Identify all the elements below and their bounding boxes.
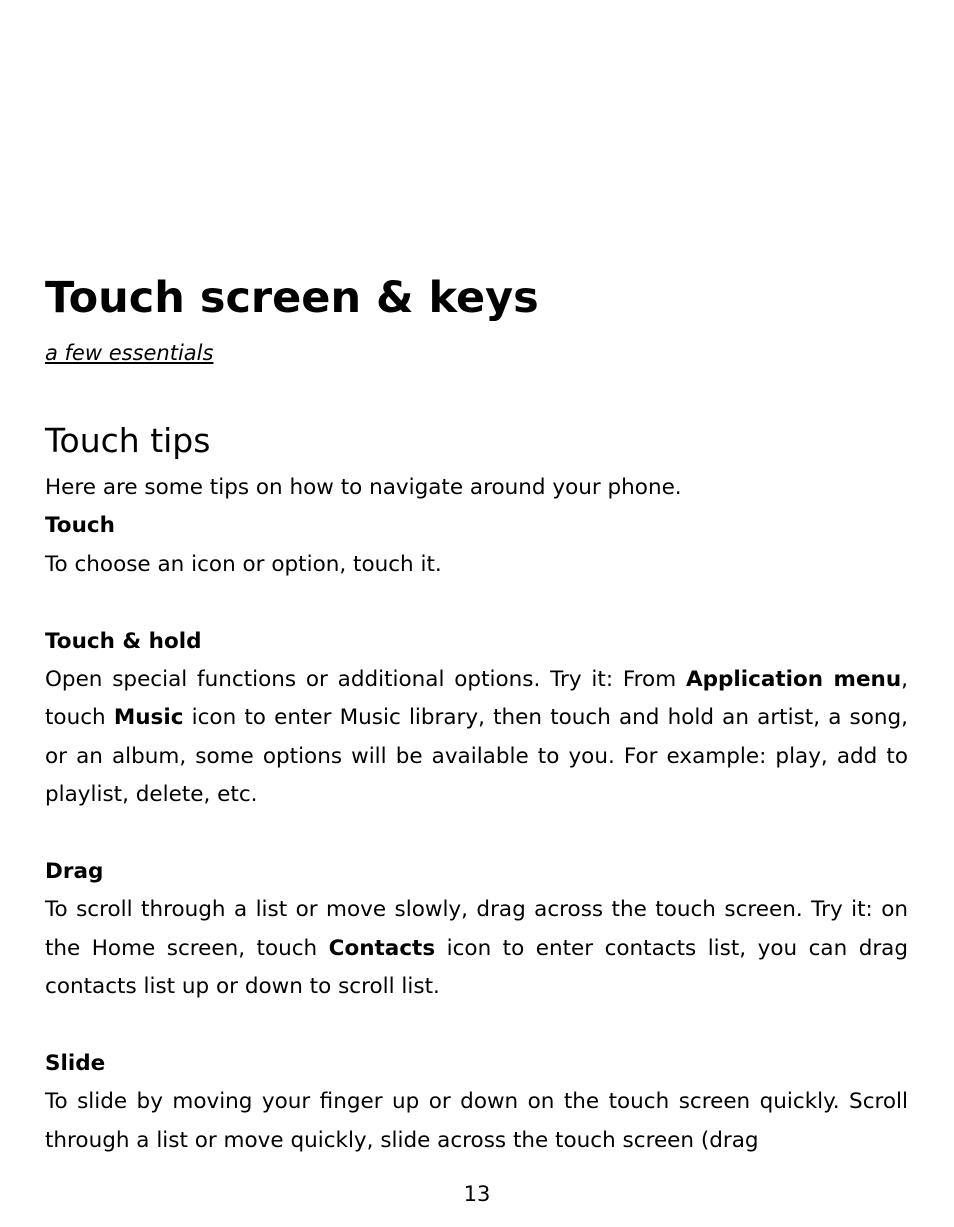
spacer [45, 584, 908, 622]
touch-hold-bold-music: Music [113, 705, 184, 731]
slide-paragraph: To slide by moving your finger up or down on the touch screen quickly. Scroll through a list or move quickly, slide across the touch screen (drag [45, 1089, 908, 1153]
touch-hold-text-1: Open special functions or additional options. Try it: From [45, 667, 686, 693]
page-title: Touch screen & keys [45, 273, 539, 323]
spacer [45, 815, 908, 853]
page-subtitle: a few essentials [45, 341, 214, 365]
spacer [45, 1007, 908, 1045]
subheading-touch: Touch [45, 513, 115, 539]
subheading-touch-hold: Touch & hold [45, 628, 202, 654]
touch-hold-text-2: , touch [45, 667, 908, 731]
page-number: 13 [463, 1182, 491, 1206]
touch-hold-text-3: icon to enter Music library, then touch and hold an artist, a song, or an album, some options will be available to you. For example: play, add to playlist, delete, etc. [45, 705, 908, 808]
subheading-slide: Slide [45, 1051, 106, 1077]
touch-hold-bold-application-menu: Application menu [685, 667, 902, 693]
drag-text-1: To scroll through a list or move slowly, drag across the touch screen. Try it: on the Home screen, touch [45, 897, 908, 961]
subheading-drag: Drag [45, 859, 104, 885]
intro-paragraph: Here are some tips on how to navigate around your phone. [45, 475, 682, 500]
section-heading-touch-tips: Touch tips [45, 421, 211, 460]
drag-text-2: icon to enter contacts list, you can drag contacts list up or down to scroll list. [45, 935, 908, 1000]
touch-hold-paragraph [45, 661, 908, 815]
body-text [45, 469, 908, 1160]
drag-paragraph [45, 891, 908, 1006]
touch-paragraph: To choose an icon or option, touch it. [45, 551, 442, 577]
drag-bold-contacts: Contacts [328, 935, 436, 961]
